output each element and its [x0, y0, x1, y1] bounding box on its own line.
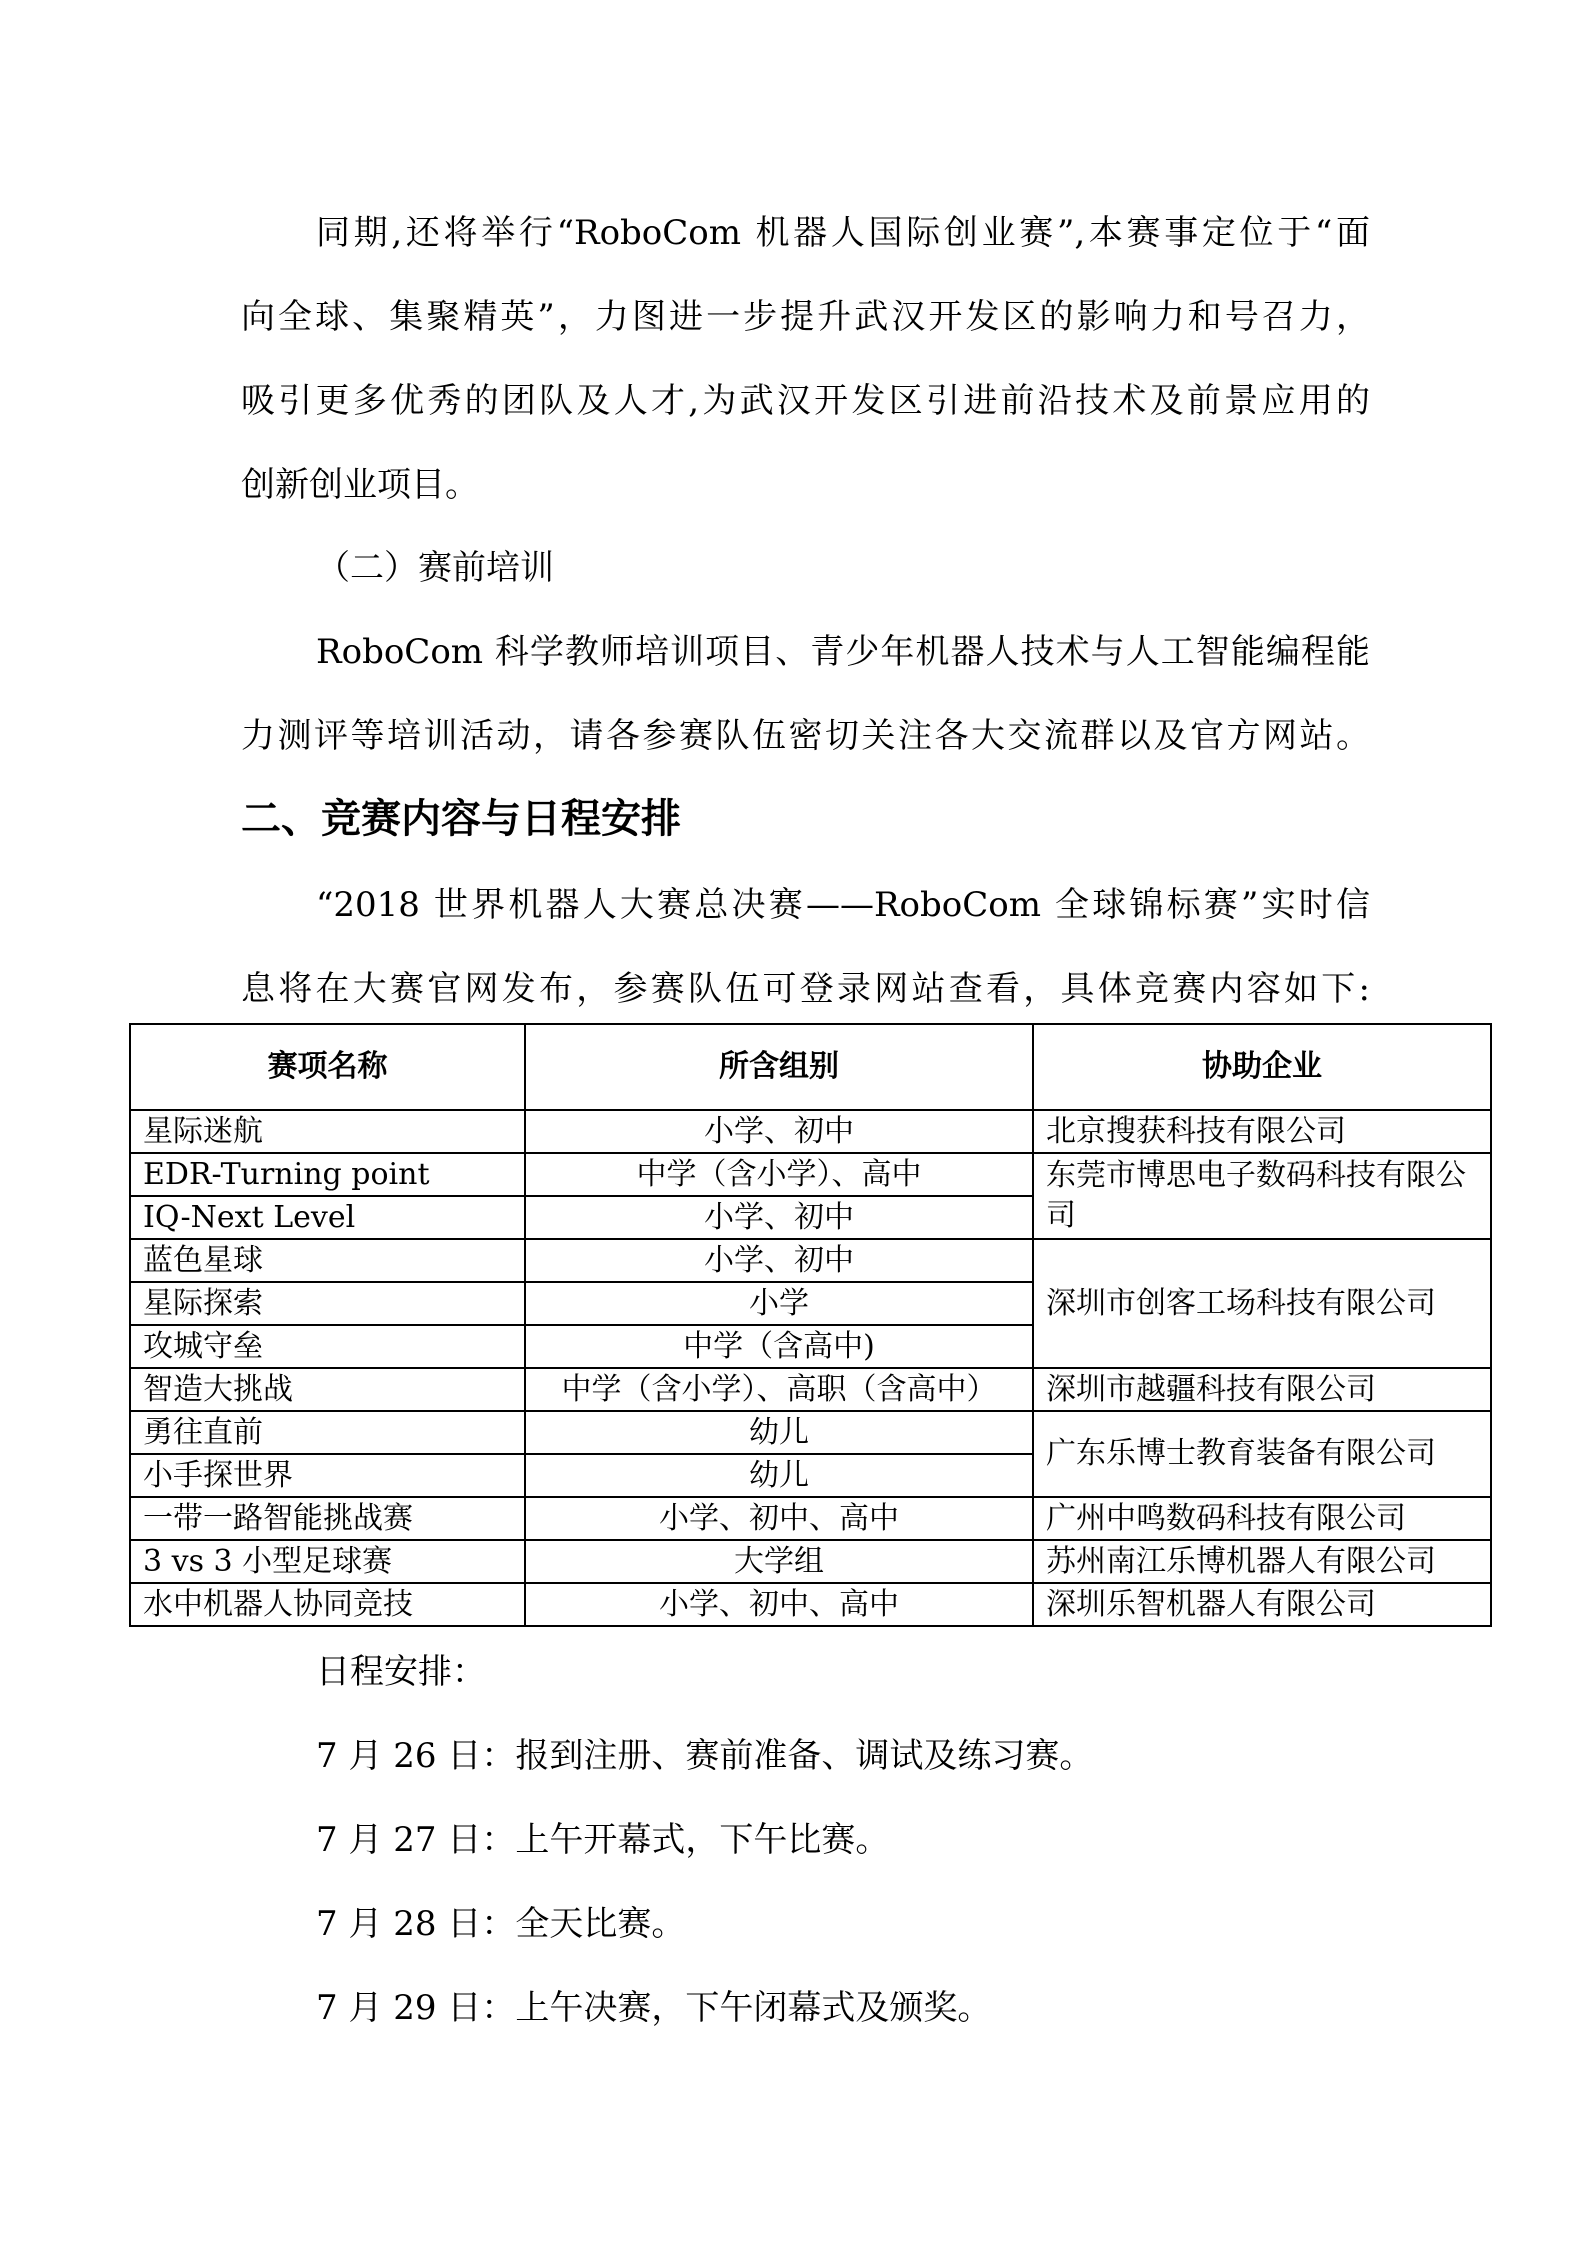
table-row — [130, 1411, 1491, 1454]
event-name: IQ-Next Level — [130, 1196, 525, 1239]
event-group: 小学、初中 — [525, 1110, 1033, 1153]
table-row — [130, 1368, 1491, 1411]
event-group: 小学、初中、高中 — [525, 1497, 1033, 1540]
event-name: 蓝色星球 — [130, 1239, 525, 1282]
event-group: 小学、初中 — [525, 1196, 1033, 1239]
event-group: 中学（含高中) — [525, 1325, 1033, 1368]
event-group: 中学（含小学）、高中 — [525, 1153, 1033, 1196]
event-group: 小学、初中 — [525, 1239, 1033, 1282]
table-row — [130, 1110, 1491, 1153]
event-group: 小学 — [525, 1282, 1033, 1325]
header-event-name: 赛项名称 — [130, 1024, 525, 1110]
schedule-item: 7 月 26 日：报到注册、赛前准备、调试及练习赛。 — [316, 1736, 1094, 1776]
event-name: 小手探世界 — [130, 1454, 525, 1497]
paragraph-2-line-1: RoboCom 科学教师培训项目、青少年机器人技术与人工智能编程能 — [316, 632, 1370, 672]
event-company: 北京搜获科技有限公司 — [1033, 1110, 1491, 1153]
table-row — [130, 1497, 1491, 1540]
event-company: 深圳市越疆科技有限公司 — [1033, 1368, 1491, 1411]
event-group: 幼儿 — [525, 1454, 1033, 1497]
header-groups: 所含组别 — [525, 1024, 1033, 1110]
table-header-row — [130, 1024, 1491, 1110]
paragraph-3-line-1: “2018 世界机器人大赛总决赛——RoboCom 全球锦标赛”实时信 — [316, 885, 1370, 925]
schedule-item: 7 月 27 日：上午开幕式，下午比赛。 — [316, 1820, 890, 1860]
event-group: 大学组 — [525, 1540, 1033, 1583]
schedule-item: 7 月 28 日：全天比赛。 — [316, 1904, 686, 1944]
event-name: 一带一路智能挑战赛 — [130, 1497, 525, 1540]
event-name: 水中机器人协同竞技 — [130, 1583, 525, 1626]
schedule-item: 7 月 29 日：上午决赛，下午闭幕式及颁奖。 — [316, 1988, 992, 2028]
event-name: EDR-Turning point — [130, 1153, 525, 1196]
paragraph-1-line-4: 创新创业项目。 — [241, 465, 479, 505]
event-group: 中学（含小学）、高职（含高中） — [525, 1368, 1033, 1411]
paragraph-1-line-3: 吸引更多优秀的团队及人才,为武汉开发区引进前沿技术及前景应用的 — [241, 381, 1370, 421]
event-name: 攻城守垒 — [130, 1325, 525, 1368]
section-heading-2: 二、竞赛内容与日程安排 — [241, 796, 681, 842]
event-company: 苏州南江乐博机器人有限公司 — [1033, 1540, 1491, 1583]
event-company: 深圳市创客工场科技有限公司 — [1033, 1239, 1491, 1368]
paragraph-1-line-2: 向全球、集聚精英”，力图进一步提升武汉开发区的影响力和号召力， — [241, 297, 1370, 337]
schedule-title: 日程安排： — [316, 1652, 486, 1692]
table-row — [130, 1153, 1491, 1196]
event-company: 深圳乐智机器人有限公司 — [1033, 1583, 1491, 1626]
table-row — [130, 1583, 1491, 1626]
event-name: 星际迷航 — [130, 1110, 525, 1153]
event-group: 幼儿 — [525, 1411, 1033, 1454]
event-name: 3 vs 3 小型足球赛 — [130, 1540, 525, 1583]
event-name: 星际探索 — [130, 1282, 525, 1325]
event-name: 智造大挑战 — [130, 1368, 525, 1411]
table-row — [130, 1540, 1491, 1583]
table-row — [130, 1239, 1491, 1282]
header-company: 协助企业 — [1033, 1024, 1491, 1110]
event-company: 广州中鸣数码科技有限公司 — [1033, 1497, 1491, 1540]
event-group: 小学、初中、高中 — [525, 1583, 1033, 1626]
event-company: 广东乐博士教育装备有限公司 — [1033, 1411, 1491, 1497]
paragraph-3-line-2: 息将在大赛官网发布，参赛队伍可登录网站查看，具体竞赛内容如下: — [241, 969, 1370, 1009]
competition-table — [129, 1023, 1492, 1627]
event-name: 勇往直前 — [130, 1411, 525, 1454]
subheading-training: （二）赛前培训 — [316, 548, 554, 588]
paragraph-1-line-1: 同期,还将举行“RoboCom 机器人国际创业赛”,本赛事定位于“面 — [316, 213, 1370, 253]
paragraph-2-line-2: 力测评等培训活动，请各参赛队伍密切关注各大交流群以及官方网站。 — [241, 716, 1370, 756]
event-company: 东莞市博思电子数码科技有限公司 — [1033, 1153, 1491, 1239]
